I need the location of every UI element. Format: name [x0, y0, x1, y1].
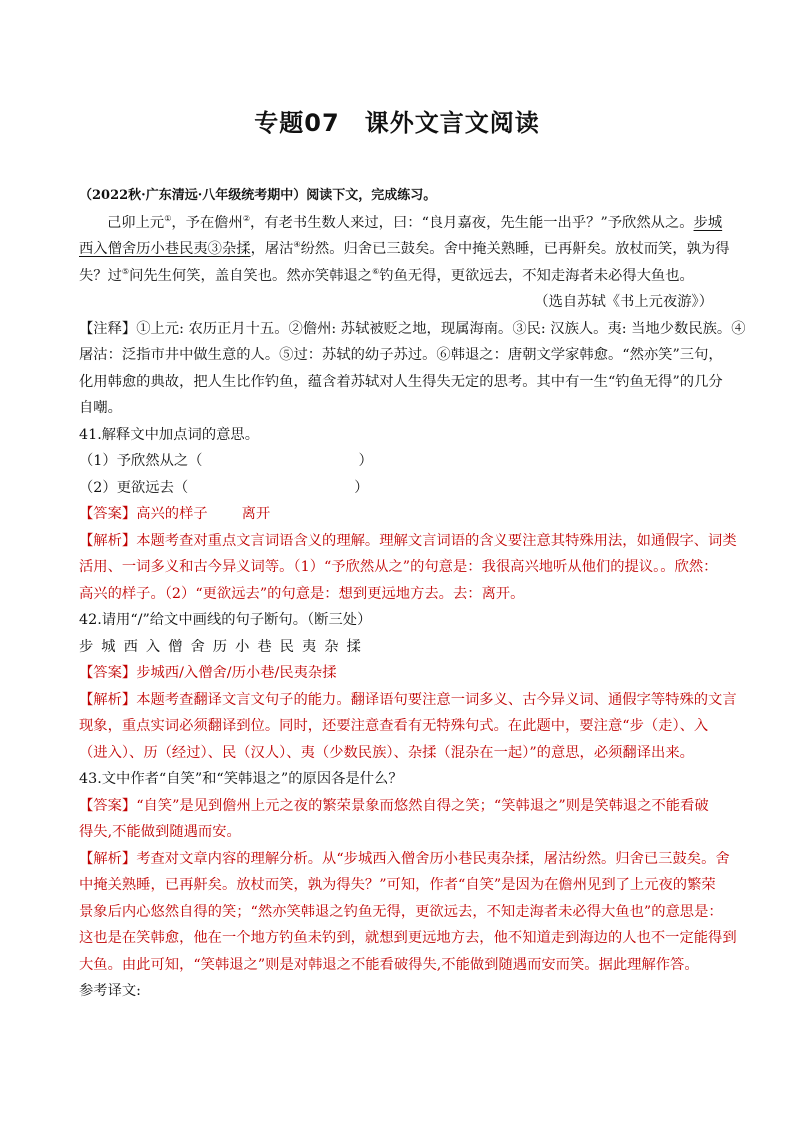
- q41-item-2: （2）更欲远去（ ）: [79, 479, 369, 496]
- q43-analysis-line-1: 【解析】考查对文章内容的理解分析。从“步城西入僧舍历小巷民夷杂揉，屠沽纷然。归舍已三鼓矣。舍: [79, 850, 730, 867]
- q43-analysis-line-3: 景象后内心悠然自得的笑；“然亦笑韩退之钓鱼无得，更欲远去，不知走海者未必得大鱼也”的意思是：: [79, 903, 723, 920]
- passage-line-2: 西入僧舍历小巷民夷③杂揉，屠沽④纷然。归舍已三鼓矣。舍中掩关熟睡，已再鼾矣。放杖而笑，孰为得: [79, 240, 730, 257]
- q42-question: 42.请用“/”给文中画线的句子断句。（断三处）: [79, 612, 372, 628]
- passage-line-1: 己卯上元①，予在儋州②，有老书生数人来过，曰：“良月嘉夜，先生能一出乎？”予欣然从之。步城: [107, 213, 723, 231]
- q41-analysis-line-3: 高兴的样子。（2）“更欲远去”的句意是：想到更远地方去。去：离开。: [79, 585, 525, 602]
- q41-analysis-line-1: 【解析】本题考查对重点文言词语含义的理解。理解文言词语的含义要注意其特殊用法，如通假字、词类: [79, 532, 737, 549]
- footnote-mark: ⑤: [121, 266, 130, 276]
- q43-analysis-line-2: 中掩关熟睡，已再鼾矣。放杖而笑，孰为得失？”可知，作者“自笑”是因为在儋州见到了上元夜的繁荣: [79, 877, 716, 893]
- passage-line-3: 失？过⑤问先生何笑，盖自笑也。然亦笑韩退之⑥钓鱼无得，更欲远去，不知走海者未必得大鱼也。: [79, 266, 694, 284]
- page-title: 专题07 课外文言文阅读: [254, 109, 540, 137]
- q43-analysis-line-4: 这也是在笑韩愈，他在一个地方钓鱼未钓到，就想到更远地方去，他不知道走到海边的人也不一定能得到: [79, 930, 737, 946]
- q43-question: 43.文中作者“自笑”和“笑韩退之”的原因各是什么？: [79, 771, 403, 787]
- reference-translation-label: 参考译文:: [79, 983, 142, 999]
- passage-attribution: （选自苏轼《书上元夜游》）: [534, 294, 713, 310]
- notes-label: 【注释】: [79, 320, 137, 337]
- q41-question: 41.解释文中加点词的意思。: [79, 426, 260, 443]
- underlined-sentence: 步城: [693, 214, 723, 231]
- underlined-sentence: 西入僧舍历小巷民夷③杂揉: [79, 241, 251, 257]
- q43-answer-line-1: 【答案】“自笑”是见到儋州上元之夜的繁荣景象而悠然自得之笑；“笑韩退之”则是笑韩退之不能看破: [79, 797, 709, 814]
- q43-answer-line-2: 得失,不能做到随遇而安。: [79, 824, 241, 840]
- q42-analysis-line-3: （进入）、历（经过）、民（汉人）、夷（少数民族）、杂揉（混杂在一起）”的意思，必须翻译出来。: [79, 744, 694, 761]
- footnote-mark: ②: [242, 213, 251, 223]
- notes-line-1: 【注释】①上元: 农历正月十五。②儋州: 苏轼被贬之地，现属海南。③民: 汉族人。夷: 当地少数民族。④: [79, 320, 746, 337]
- q42-analysis-line-1: 【解析】本题考查翻译文言文句子的能力。翻译语句要注意一词多义、古今异义词、通假字等特殊的文言: [79, 691, 737, 708]
- notes-line-4: 自嘲。: [79, 400, 122, 416]
- footnote-mark: ④: [293, 240, 301, 250]
- notes-line-2: 屠沽：泛指市井中做生意的人。⑤过：苏轼的幼子苏过。⑥韩退之：唐朝文学家韩愈。“然亦笑”三句，: [79, 347, 723, 363]
- footnote-mark: ①: [164, 213, 172, 223]
- q41-answer: 【答案】高兴的样子 离开: [79, 506, 271, 522]
- q41-item-1: （1）予欣然从之（ ）: [79, 453, 373, 469]
- q42-analysis-line-2: 现象，重点实词必须翻译到位。同时，还要注意查看有无特殊句式。在此题中，要注意“步（走）、入: [79, 718, 709, 734]
- document-body: [79, 183, 746, 1005]
- q42-answer: 【答案】步城西/入僧舍/历小巷/民夷杂揉: [79, 665, 337, 681]
- notes-line-3: 化用韩愈的典故，把人生比作钓鱼，蕴含着苏轼对人生得失无定的思考。其中有一生“钓鱼无得”的几分: [79, 373, 723, 390]
- question-source: （2022秋·广东清远·八年级统考期中）阅读下文，完成练习。: [79, 188, 437, 203]
- q42-sentence: 步城西入僧舍历小巷民夷杂揉: [79, 638, 369, 655]
- q41-analysis-line-2: 活用、一词多义和古今异义词等。（1）“予欣然从之”的句意是：我很高兴地听从他们的提议。。欣然：: [79, 559, 718, 575]
- footnote-mark: ⑥: [372, 266, 380, 276]
- q43-analysis-line-5: 大鱼。由此可知，“笑韩退之”则是对韩退之不能看破得失,不能做到随遇而安而笑。据此理解作答。: [79, 956, 699, 973]
